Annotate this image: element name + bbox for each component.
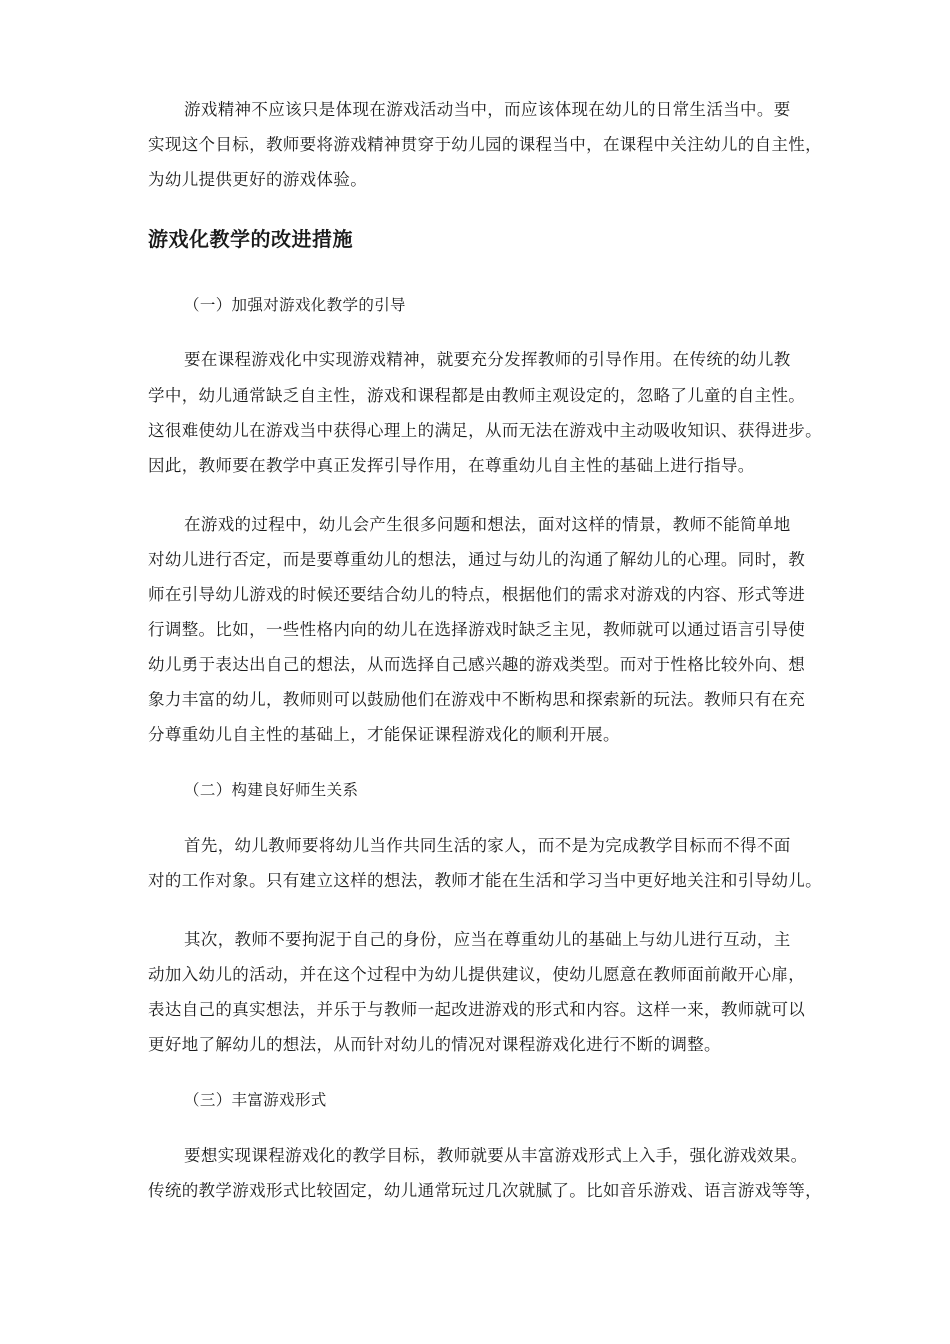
subheading: （一）加强对游戏化教学的引导: [184, 296, 406, 314]
paragraph-line: 要在课程游戏化中实现游戏精神，就要充分发挥教师的引导作用。在传统的幼儿教: [184, 350, 791, 369]
paragraph-line: 要想实现课程游戏化的教学目标，教师就要从丰富游戏形式上入手，强化游戏效果。: [184, 1146, 808, 1165]
paragraph-line: 首先，幼儿教师要将幼儿当作共同生活的家人，而不是为完成教学目标而不得不面: [184, 836, 791, 855]
paragraph-line: 学中，幼儿通常缺乏自主性，游戏和课程都是由教师主观设定的，忽略了儿童的自主性。: [148, 386, 806, 405]
paragraph-line: 游戏精神不应该只是体现在游戏活动当中，而应该体现在幼儿的日常生活当中。要: [184, 100, 791, 119]
paragraph-line: 分尊重幼儿自主性的基础上，才能保证课程游戏化的顺利开展。: [148, 725, 620, 744]
paragraph-line: 师在引导幼儿游戏的时候还要结合幼儿的特点，根据他们的需求对游戏的内容、形式等进: [148, 585, 806, 604]
subheading: （二）构建良好师生关系: [184, 781, 359, 799]
paragraph-line: 这很难使幼儿在游戏当中获得心理上的满足，从而无法在游戏中主动吸收知识、获得进步。: [148, 421, 822, 440]
paragraph-line: 表达自己的真实想法，并乐于与教师一起改进游戏的形式和内容。这样一来，教师就可以: [148, 1000, 806, 1019]
paragraph-line: 更好地了解幼儿的想法，从而针对幼儿的情况对课程游戏化进行不断的调整。: [148, 1035, 721, 1054]
paragraph-line: 传统的教学游戏形式比较固定，幼儿通常玩过几次就腻了。比如音乐游戏、语言游戏等等，: [148, 1181, 822, 1200]
paragraph-line: 对的工作对象。只有建立这样的想法，教师才能在生活和学习当中更好地关注和引导幼儿。: [148, 871, 822, 890]
paragraph-line: 象力丰富的幼儿，教师则可以鼓励他们在游戏中不断构思和探索新的玩法。教师只有在充: [148, 690, 806, 709]
paragraph-line: 动加入幼儿的活动，并在这个过程中为幼儿提供建议，使幼儿愿意在教师面前敞开心扉，: [148, 965, 806, 984]
paragraph-line: 为幼儿提供更好的游戏体验。: [148, 170, 368, 189]
paragraph-line: 行调整。比如，一些性格内向的幼儿在选择游戏时缺乏主见，教师就可以通过语言引导使: [148, 620, 806, 639]
paragraph-line: 幼儿勇于表达出自己的想法，从而选择自己感兴趣的游戏类型。而对于性格比较外向、想: [148, 655, 806, 674]
section-heading: 游戏化教学的改进措施: [148, 227, 353, 251]
paragraph-line: 因此，教师要在教学中真正发挥引导作用，在尊重幼儿自主性的基础上进行指导。: [148, 456, 755, 475]
paragraph-line: 对幼儿进行否定，而是要尊重幼儿的想法，通过与幼儿的沟通了解幼儿的心理。同时，教: [148, 550, 806, 569]
subheading: （三）丰富游戏形式: [184, 1091, 327, 1109]
paragraph-line: 其次，教师不要拘泥于自己的身份，应当在尊重幼儿的基础上与幼儿进行互动，主: [184, 930, 791, 949]
paragraph-line: 实现这个目标，教师要将游戏精神贯穿于幼儿园的课程当中，在课程中关注幼儿的自主性，: [148, 135, 822, 154]
paragraph-line: 在游戏的过程中，幼儿会产生很多问题和想法，面对这样的情景，教师不能简单地: [184, 515, 791, 534]
